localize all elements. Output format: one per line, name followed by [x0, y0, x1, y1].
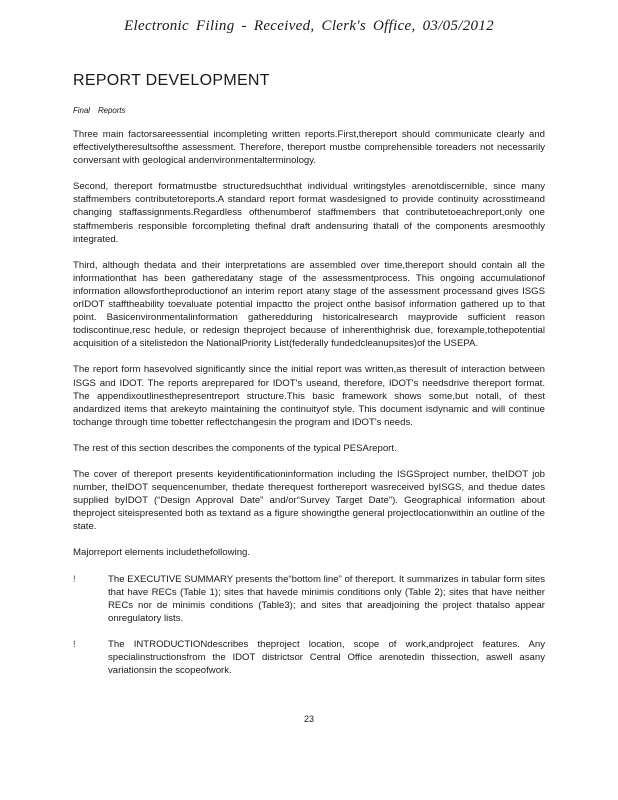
filing-header: Electronic Filing - Received, Clerk's Office, 03/05/2012 [124, 18, 494, 34]
paragraph: Three main factorsareessential incompleting written reports.First,thereport should communicate clearly and effectivelytheresultsofthe assessment. Therefore, thereport mustbe comprehensible toreaders not necessarily conversant with geological andenvironmentalterminology. [73, 129, 545, 167]
paragraph: The report form hasevolved significantly since the initial report was written,as theresult of interaction between ISGS and IDOT. The reports areprepared for IDOT's useand, therefore, IDOT's needsdrive thereport format. The appendixoutlinesthepresentreport structure.This basic framework shows some,but notall, of thest andardized items that arekeyto maintaining the continuityof style. This document isdynamic and will continue tochange through time tobetter reflectchangesin the program and IDOT's needs. [73, 364, 545, 428]
paragraph: Second, thereport formatmustbe structuredsuchthat individual writingstyles arenotdiscernible, since many staffmembers contributetoreports.A standard report format wasdesigned to provide continuity acrosstimeand changing staffassignments.Regardless ofthenumberof staffmembers that contributetoeachreport,only one staffmemberis responsible forcompleting thefinal draft andensuring thatall of the components aresmoothly integrated. [73, 181, 545, 245]
section-title: REPORT DEVELOPMENT [73, 72, 270, 89]
list-item-text: The EXECUTIVE SUMMARY presents the“bottom line” of thereport. It summarizes in tabular form sites that have RECs (Table 1); sites that havede minimis conditions only (Table 2); sites that have neither RECs nor de minimis conditions (Table3); and sites that areadjoining the project thatalso appear onregulatory lists. [108, 573, 545, 624]
list-item [73, 638, 545, 677]
paragraph: The cover of thereport presents keyidentificationinformation including the ISGSproject number, theIDOT job number, theIDOT sequencenumber, thedate therequest forthereport wasreceived byISGS, and thedue dates supplied byIDOT (“Design Approval Date” and/or“Survey Target Date”). Geographical information about theproject siteispresented both as textand as a figure showingthe general projectlocationwithin an outline of the state. [73, 468, 545, 533]
paragraph: Majorreport elements includethefollowing. [73, 547, 251, 559]
list-item-text: The INTRODUCTIONdescribes theproject location, scope of work,andproject features. Any specialinstructionsfrom the IDOT districtsor Central Office arenotedin thissection, aswell asany variationsin the scopeofwork. [108, 638, 545, 677]
page-number: 23 [303, 714, 314, 724]
list-item [73, 573, 545, 625]
document-body [73, 128, 545, 690]
paragraph: The rest of this section describes the components of the typical PESAreport. [73, 442, 397, 454]
bullet-marker: ! [73, 638, 76, 649]
subsection-title: Final Reports [73, 106, 126, 115]
bullet-marker: ! [73, 573, 76, 584]
paragraph: Third, although thedata and their interpretations are assembled over time,thereport should contain all the informationthat has been gatheredatany stage of the assessmentprocess. This ongoing accumulationof information allowsfortheproductionof an interim report atany stage of the assessment processand gives ISGS orIDOT stafftheability toevaluate potential impactto the project onthe basisof information gathered up to that point. Basicenvironmentalinformation gatheredduring historicalresearch mayprovide sufficient reason todiscontinue,resc hedule, or redesign theproject because of inherenthighrisk due, forexample,tothepotential acquisition of a sitelistedon the NationalPriority List(federally fundedcleanupsites)of the USEPA. [73, 259, 545, 350]
